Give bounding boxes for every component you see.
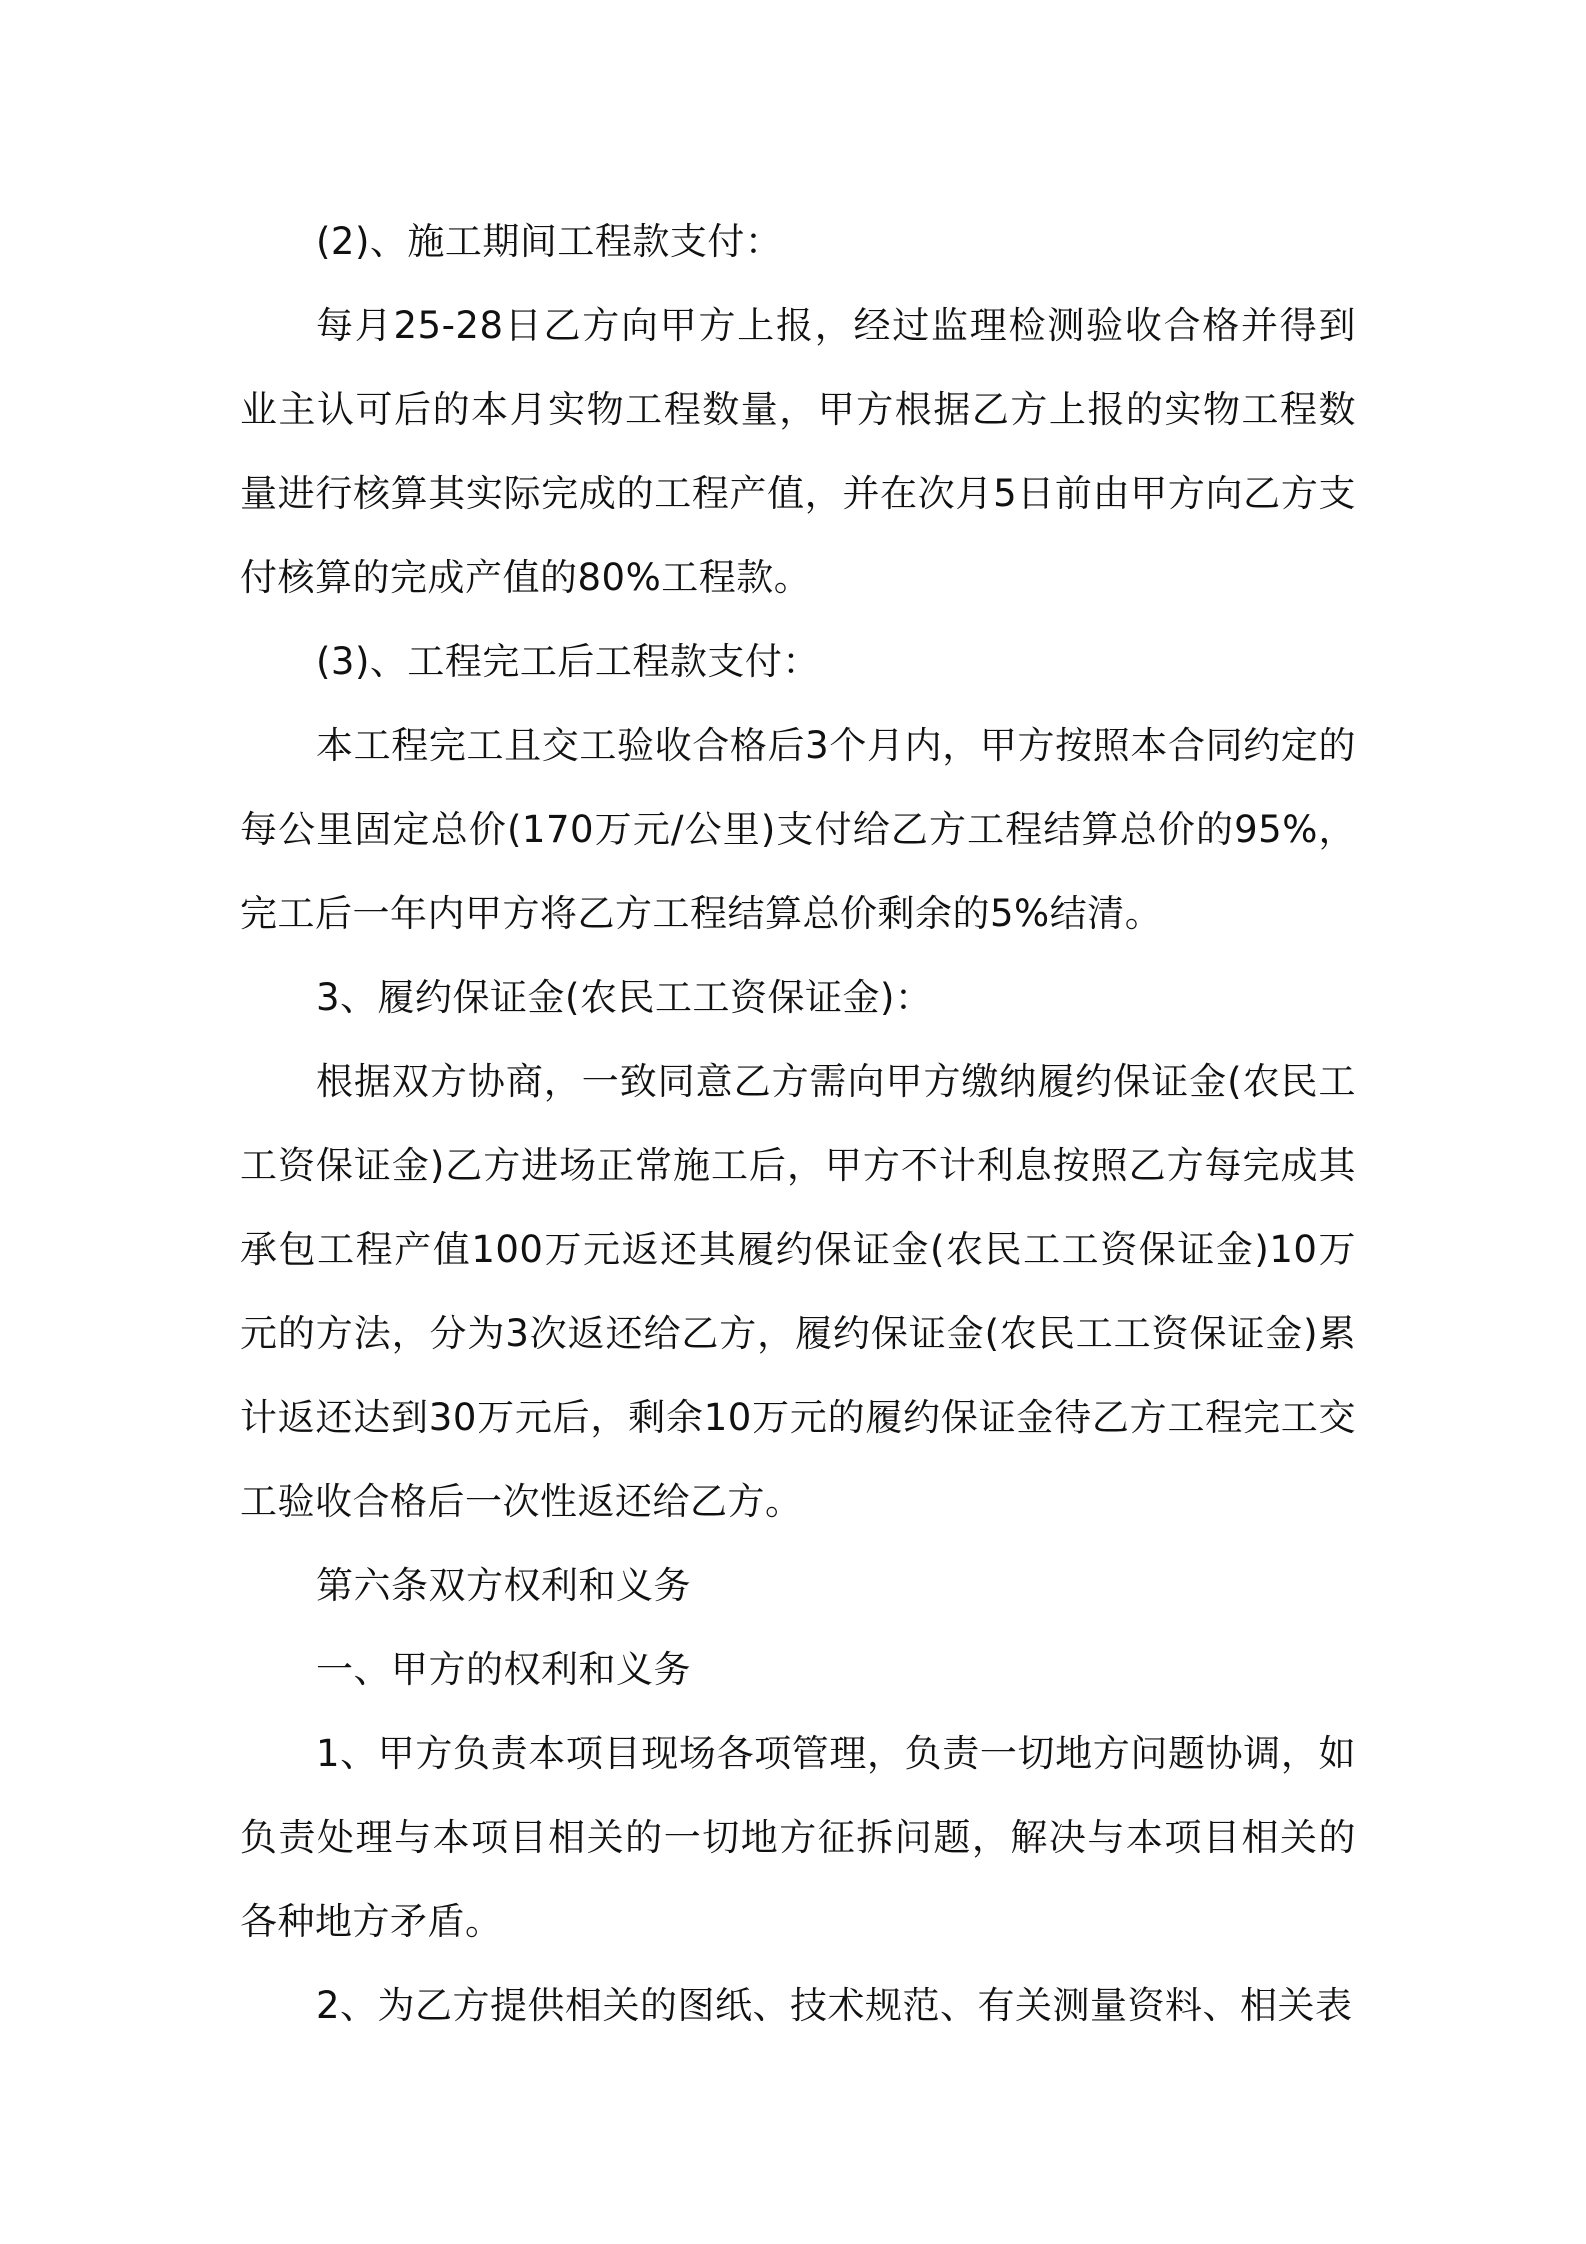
paragraph-performance-bond: 根据双方协商，一致同意乙方需向甲方缴纳履约保证金(农民工工资保证金)乙方进场正常施工后，甲方不计利息按照乙方每完成其承包工程产值100万元返还其履约保证金(农民工工资保证金)10万元的方法，分为3次返还给乙方，履约保证金(农民工工资保证金)累计返还达到30万元后，剩余10万元的履约保证金待乙方工程完工交工验收合格后一次性返还给乙方。 [240,1060,1356,1523]
paragraph-payment-after-completion-heading: (3)、工程完工后工程款支付： [316,640,820,683]
paragraph-article-six-heading: 第六条双方权利和义务 [316,1564,691,1607]
paragraph-performance-bond-heading: 3、履约保证金(农民工工资保证金)： [316,976,933,1019]
paragraph-payment-during-construction-heading: (2)、施工期间工程款支付： [316,220,783,263]
paragraph-party-a-rights-heading: 一、甲方的权利和义务 [316,1648,691,1691]
document-page [240,200,1356,2048]
paragraph-party-a-duty-2: 2、为乙方提供相关的图纸、技术规范、有关测量资料、相关表 [316,1984,1353,2027]
paragraph-party-a-duty-1: 1、甲方负责本项目现场各项管理，负责一切地方问题协调，如负责处理与本项目相关的一切地方征拆问题，解决与本项目相关的各种地方矛盾。 [240,1732,1356,1943]
paragraph-completion-payment: 本工程完工且交工验收合格后3个月内，甲方按照本合同约定的每公里固定总价(170万元/公里)支付给乙方工程结算总价的95%，完工后一年内甲方将乙方工程结算总价剩余的5%结清。 [240,724,1356,935]
paragraph-monthly-payment: 每月25-28日乙方向甲方上报，经过监理检测验收合格并得到业主认可后的本月实物工程数量，甲方根据乙方上报的实物工程数量进行核算其实际完成的工程产值，并在次月5日前由甲方向乙方支付核算的完成产值的80%工程款。 [240,304,1356,599]
